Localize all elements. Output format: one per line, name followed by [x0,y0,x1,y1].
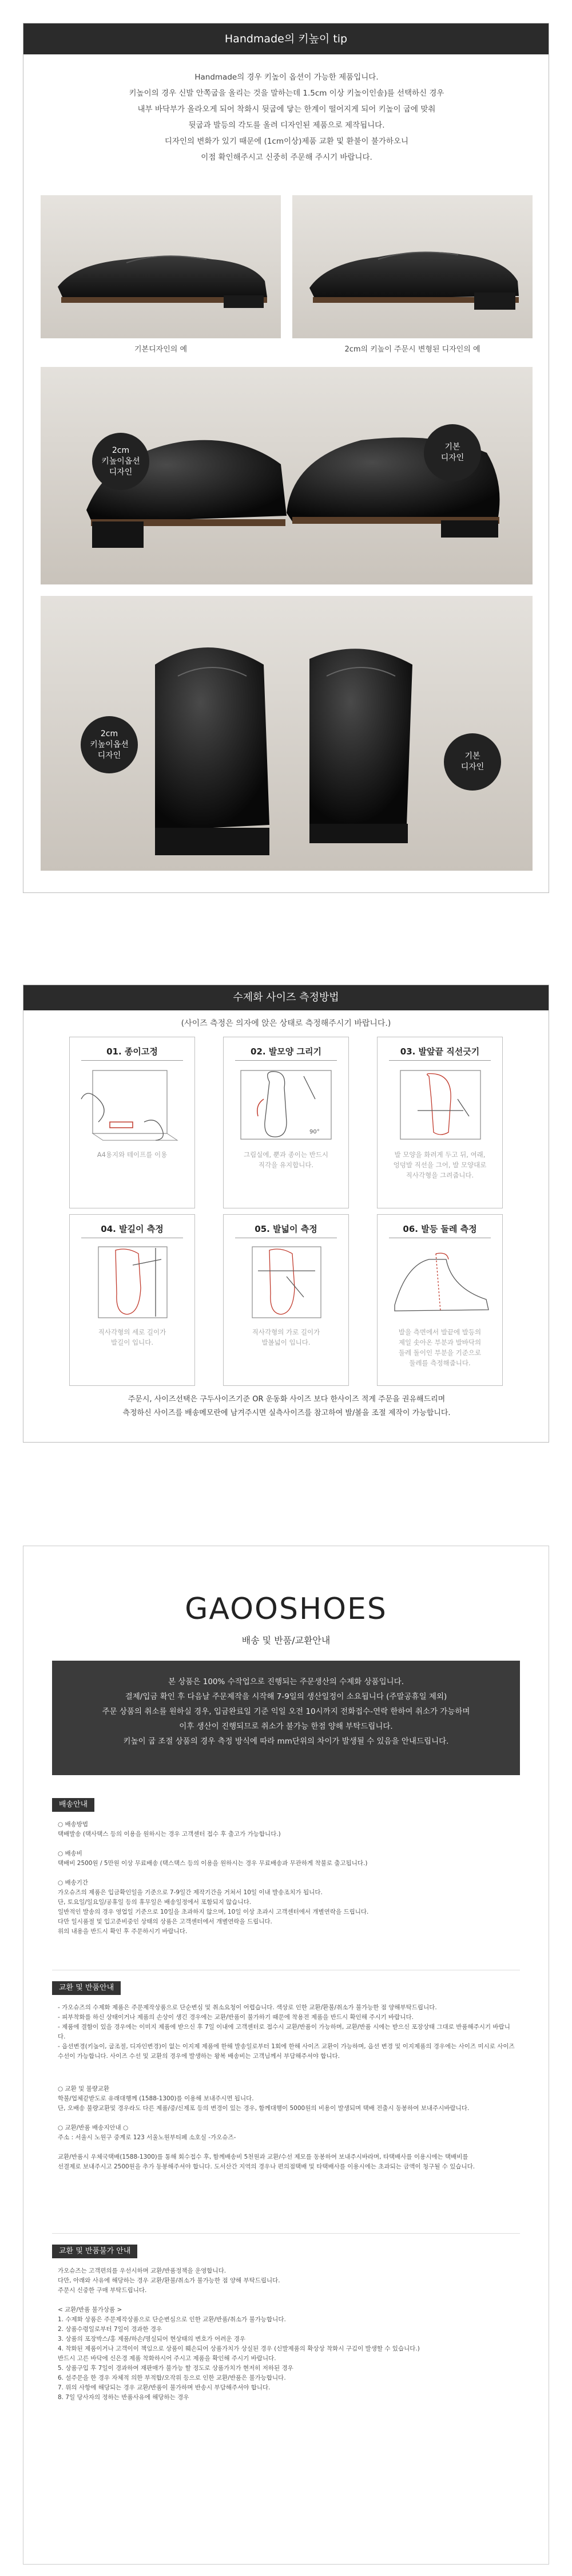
intro-line: Handmade의 경우 키높이 옵션이 가능한 제품입니다. [194,73,379,82]
divider [81,1060,183,1061]
step-title: 03. 발앞끝 직선긋기 [400,1046,480,1057]
measure-note [58,1393,515,1420]
order-notice-box [52,1661,520,1775]
heel-option-badge: 2cm 키높이옵션 디자인 [92,433,149,490]
step-card [69,1214,195,1386]
step-title: 05. 발넓이 측정 [255,1224,317,1234]
divider [389,1060,491,1061]
intro-line: 이점 확인해주시고 신중히 주문해 주시기 바랍니다. [201,153,372,162]
foot-trace-illustration [229,1065,343,1145]
basic-design-badge: 기본 디자인 [424,424,481,481]
heel-option-design-photo [292,195,533,338]
exchange-label: 교환 및 반품안내 [52,1981,121,1995]
step-card [223,1037,349,1208]
basic-design-badge: 기본 디자인 [444,733,501,791]
shipping-label: 배송안내 [52,1798,94,1812]
step-title: 04. 발길이 측정 [101,1224,164,1234]
step-title: 01. 종이고정 [106,1046,158,1057]
divider [52,2233,520,2234]
heel-tip-section [23,23,549,893]
shop-tagline: 배송 및 반품/교환안내 [241,1635,331,1646]
no-exchange-text: 가오슈즈는 고객편의를 우선시하며 교환/반품정책을 운영합니다. 다만, 아래와 사유에 해당하는 경우 교환/환불/취소가 불가능한 점 양해 부탁드립니다. 주문시 신중한 구매 부탁드립니다. < 교환/반품 불가상품 > 1. 수제화 상품은 주문제작상품으로 단순변심으로 인한 교환/반품/취소가 불가능합니다. 2. 상품수령일로부터 7일이 경과한 경우 3. 상품의 포장박스/홍 제품/하손/명실되어 현상태의 변호가 어려운 경우 4. 착화된 제품이거나 고객이이 책임으로 상품이 훼손되어 상품가치가 상실된 경우 (신발제품의 확상상 착화시 구김이 발생할 수 있습니다.) 반드시 고른 바닥에 신은경 제품 착화하시어 주시고 제품을 확인해 주시기 바랍니다. 5. 상품구입 후 7일이 경과하여 재판매가 불가능 할 정도로 상품가치가 현저히 저하된 경우 6. 설주문을 한 경우 자체적 의한 부적합/오작위 등으로 인한 교환/반품은 불가능합니다. 7. 위의 사항에 해당되는 경우 교환/반품이 불가하며 반송시 부담해주셔야 합니다. 8. 7일 당사자의 정하는 반품사유에 해당하는 경우 [58,2267,420,2401]
length-measure-illustration [76,1242,189,1322]
shipping-text: ○ 배송방법 택배발송 (택사택스 등의 이용을 원하시는 경우 고객센터 접수 후 출고가 가능합니다.) ○ 배송비 택배비 2500원 / 5만원 이상 무료배송 (택스택스 등의 이용을 원하시는 경우 무료배송과 무관하게 착불로 출고됩니다.) ○ 배송기간 가오슈즈의 제품은 입금확인일을 기준으로 7-9일간 제작기간을 거쳐서 10일 이내 발송조치가 됩니다. 단, 토요일/일요일/공휴일 등의 휴무일은 배송일정에서 포함되지 않습니다. 일반적인 발송의 경우 영업일 기준으로 10일을 초과하지 않으며, 10일 이상 초과시 고객센터에서 개별연락을 드립니다. 다만 일시품절 및 입고준비중인 상태의 상품은 고객센터에서 개별연락을 드립니다. 위의 내용을 반드시 확인 후 주문하시기 바랍니다. [58,1821,369,1935]
step-desc: 발을 측면에서 발끝에 발등의 제일 솟아온 부분과 발바닥의 둘레 돌이인 부분을 기준으로 둘레를 측정해줍니다. [398,1328,482,1367]
paper-tape-illustration [76,1065,189,1145]
step-desc: 그림실에, 뿐과 종이는 반드시 직각을 유지합니다. [244,1151,328,1169]
note-line: 측정하신 사이즈를 배송메모란에 남겨주시면 실측사이즈를 참고하여 발/볼을 조절 제작이 가능합니다. [122,1409,451,1417]
width-measure-illustration [229,1242,343,1322]
shop-info-section [23,1546,549,2565]
notice-line: 결제/입금 확인 후 다음날 주문제작을 시작해 7-9일의 생산일정이 소요됩니다 (주말공휴일 제외) [125,1692,447,1701]
notice-line: 키높이 굽 조절 상품의 경우 측정 방식에 따라 mm단위의 차이가 발생될 수 있음을 안내드립니다. [123,1737,449,1746]
step-card [377,1214,503,1386]
divider [235,1060,337,1061]
brand-logo: GAOOSHOES [185,1592,387,1626]
notice-line: 본 상품은 100% 수작업으로 진행되는 주문생산의 수제화 상품입니다. [168,1677,404,1686]
step-card [223,1214,349,1386]
no-exchange-label: 교환 및 반품불가 안내 [52,2245,137,2258]
step-desc: A4용지와 테이프를 이용 [97,1151,168,1159]
step-card [69,1037,195,1208]
heel-option-badge: 2cm 키높이옵션 디자인 [81,716,138,773]
measure-section [23,985,549,1443]
intro-line: 디자인의 변화가 있기 때문에 (1cm이상)제품 교환 및 환불이 불가하오니 [164,137,409,146]
step-desc: 직사각형의 세로 길이가 발길이 입니다. [98,1328,166,1346]
step-desc: 발 모양을 화려게 두고 뒤, 여래, 엉덩발 직선을 그어, 발 모양대로 직사각형을 그려줍니다. [393,1151,487,1179]
exchange-address-text: ○ 교환 및 불량교환 학불/업체같받도로 유래대행께 (1588-1300)를 이용해 보내주시면 됩니다. 단, 오배송 불량교환및 경우라도 다른 제품/중/신제포 등의 변경이 있는 경우, 함께대행이 5000원의 비용이 발생되며 택배 전출시 동봉하여 보내주시바랍니다. ○ 교환/반품 배송지안내 ○ 주소 : 서울시 노원구 중계로 123 서울노원부티페 소호실 -가오슈즈- 교환/반품시 우체국택배(1588-1300)를 통해 회수접수 후, 함께배송비 5천원과 교환/수선 제모를 동봉하여 보내주시바라며, 타택배사를 이용시에는 택배비를 선결제로 보내주시고 2500원을 추가 동봉해주셔야 합니다. 도서산간 지역의 경우나 편의점택배 및 타택배사를 이용시에는 초과되는 금액이 청구될 수 있습니다. [58,2085,475,2170]
measure-subtitle: (사이즈 측정은 의자에 앉은 상태로 측정해주시기 바랍니다.) [181,1019,391,1028]
instep-measure-illustration [383,1242,496,1322]
step-title: 02. 발모양 그리기 [251,1046,321,1057]
step-title: 06. 발등 둘레 측정 [403,1224,477,1234]
intro-line: 키높이의 경우 신발 안쪽굽을 올리는 것을 말하는데 1.5cm 이상 키높이인솔)를 선택하신 경우 [129,89,444,98]
basic-design-photo [41,195,281,338]
heel-tip-title: Handmade의 키높이 tip [23,23,549,54]
exchange-text: - 가오슈즈의 수제화 제품은 주문제작상품으로 단순변심 및 취소요청이 어렵습니다. 색상로 인한 교환/환불/취소가 불가능한 점 양해부탁드립니다. - 피부착화를 하신 상태이거나 제품의 손상이 생긴 경우에는 교환/반품이 불가하기 때문에 착용전 제품을 반드시 확인해 주시기 바랍니다. - 제품에 결함이 있을 경우에는 이미지 제품에 받으신 후 7일 이내에 고객센터로 접수시 교환/반품이 가능하며, 교환/반품 시에는 받으신 포장상태 그대로 반품해주시기 바랍니다. - 옵션변경(키높이, 굽조절, 디자인변경)이 없는 이지제 제품에 한해 발송일로부터 1회에 한해 사이즈 교환이 가능하며, 옵션 변경 및 이지제품의 경우에는 사이즈 미시로 사이즈 수선이 가능합니다. 사이즈 수선 및 교환의 경우에 발생하는 왕복 배송비는 고객님께서 부담해주셔야 합니다. [58,2004,515,2060]
notice-line: 이후 생산이 진행되므로 취소가 불가능 한점 양해 부탁드립니다. [179,1722,393,1731]
measure-title: 수제화 사이즈 측정방법 [23,985,549,1010]
svg-text:90°: 90° [309,1129,320,1135]
step-desc: 직사각형의 가로 길이가 발볼넓이 입니다. [252,1328,320,1346]
note-line: 주문시, 사이즈선택은 구두사이즈기준 OR 운동화 사이즈 보다 한사이즈 적게 주문을 권유해드리며 [128,1395,446,1404]
intro-line: 뒷굽과 발등의 각도를 올려 디자인된 제품으로 제작됩니다. [188,121,385,130]
basic-design-caption: 기본디자인의 예 [41,338,281,361]
step-card [377,1037,503,1208]
intro-line: 내부 바닥부가 올라오게 되어 착화시 뒷굽에 닿는 한계이 떨어지게 되어 키높이 굽에 맞춰 [137,105,436,114]
heel-tip-intro [58,69,515,165]
notice-line: 주문 상품의 취소를 원하실 경우, 입금완료일 기준 익일 오전 10시까지 전화접수-연락 한하여 취소가 가능하며 [102,1707,470,1716]
heel-option-design-caption: 2cm의 키높이 주문시 변형된 디자인의 예 [292,338,533,361]
straight-line-illustration [383,1065,496,1145]
